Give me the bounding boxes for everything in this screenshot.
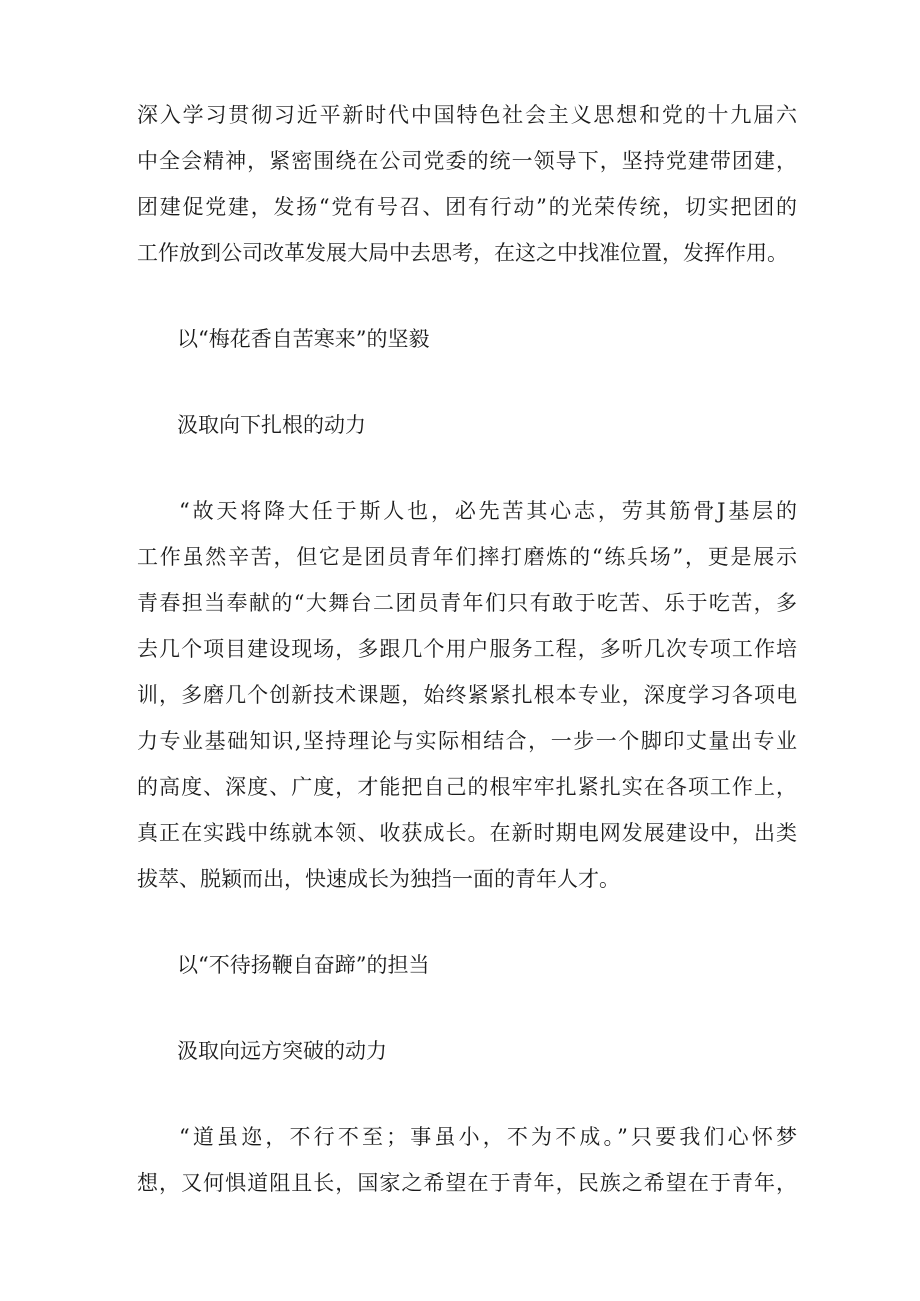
paragraph-line: 真正在实践中练就本领、收获成长。在新时期电网发展建设中，出类	[137, 821, 797, 845]
paragraph-line: 工作虽然辛苦，但它是团员青年们摔打磨炼的“练兵场”，更是展示	[137, 545, 797, 569]
paragraph-1	[137, 92, 797, 276]
paragraph-line: 团建促党建，发扬“党有号召、团有行动”的光荣传统，切实把团的	[137, 195, 797, 219]
paragraph-line: 中全会精神，紧密围绕在公司党委的统一领导下，坚持党建带团建，	[137, 149, 797, 173]
paragraph-line: 青春担当奉献的“大舞台二团员青年们只有敢于吃苦、乐于吃苦，多	[137, 591, 797, 615]
paragraph-line: 的高度、深度、广度，才能把自己的根牢牢扎紧扎实在各项工作上，	[137, 775, 797, 799]
paragraph-2	[137, 488, 797, 902]
paragraph-line: 想，又何惧道阻且长，国家之希望在于青年，民族之希望在于青年，	[137, 1171, 797, 1195]
paragraph-line: “故天将降大任于斯人也，必先苦其心志，劳其筋骨J基层的	[179, 499, 797, 523]
paragraph-line: “道虽迩，不行不至；事虽小，不为不成。”只要我们心怀梦	[179, 1125, 797, 1149]
section-subheading-1: 汲取向下扎根的动力	[177, 413, 366, 437]
paragraph-line: 力专业基础知识,坚持理论与实际相结合，一步一个脚印丈量出专业	[137, 729, 797, 753]
section-heading-1: 以“梅花香自苦寒来”的坚毅	[177, 327, 430, 351]
paragraph-line: 去几个项目建设现场，多跟几个用户服务工程，多听几次专项工作培	[137, 637, 797, 661]
paragraph-line: 拔萃、脱颖而出，快速成长为独挡一面的青年人才。	[137, 867, 620, 891]
section-subheading-2: 汲取向远方突破的动力	[177, 1039, 387, 1063]
paragraph-line: 工作放到公司改革发展大局中去思考，在这之中找准位置，发挥作用。	[137, 241, 788, 265]
document-body	[137, 92, 797, 1206]
paragraph-line: 训，多磨几个创新技术课题，始终紧紧扎根本专业，深度学习各项电	[137, 683, 797, 707]
section-heading-2: 以“不待扬鞭自奋蹄”的担当	[177, 953, 430, 977]
paragraph-line: 深入学习贯彻习近平新时代中国特色社会主义思想和党的十九届六	[137, 103, 797, 127]
paragraph-3	[137, 1114, 797, 1206]
